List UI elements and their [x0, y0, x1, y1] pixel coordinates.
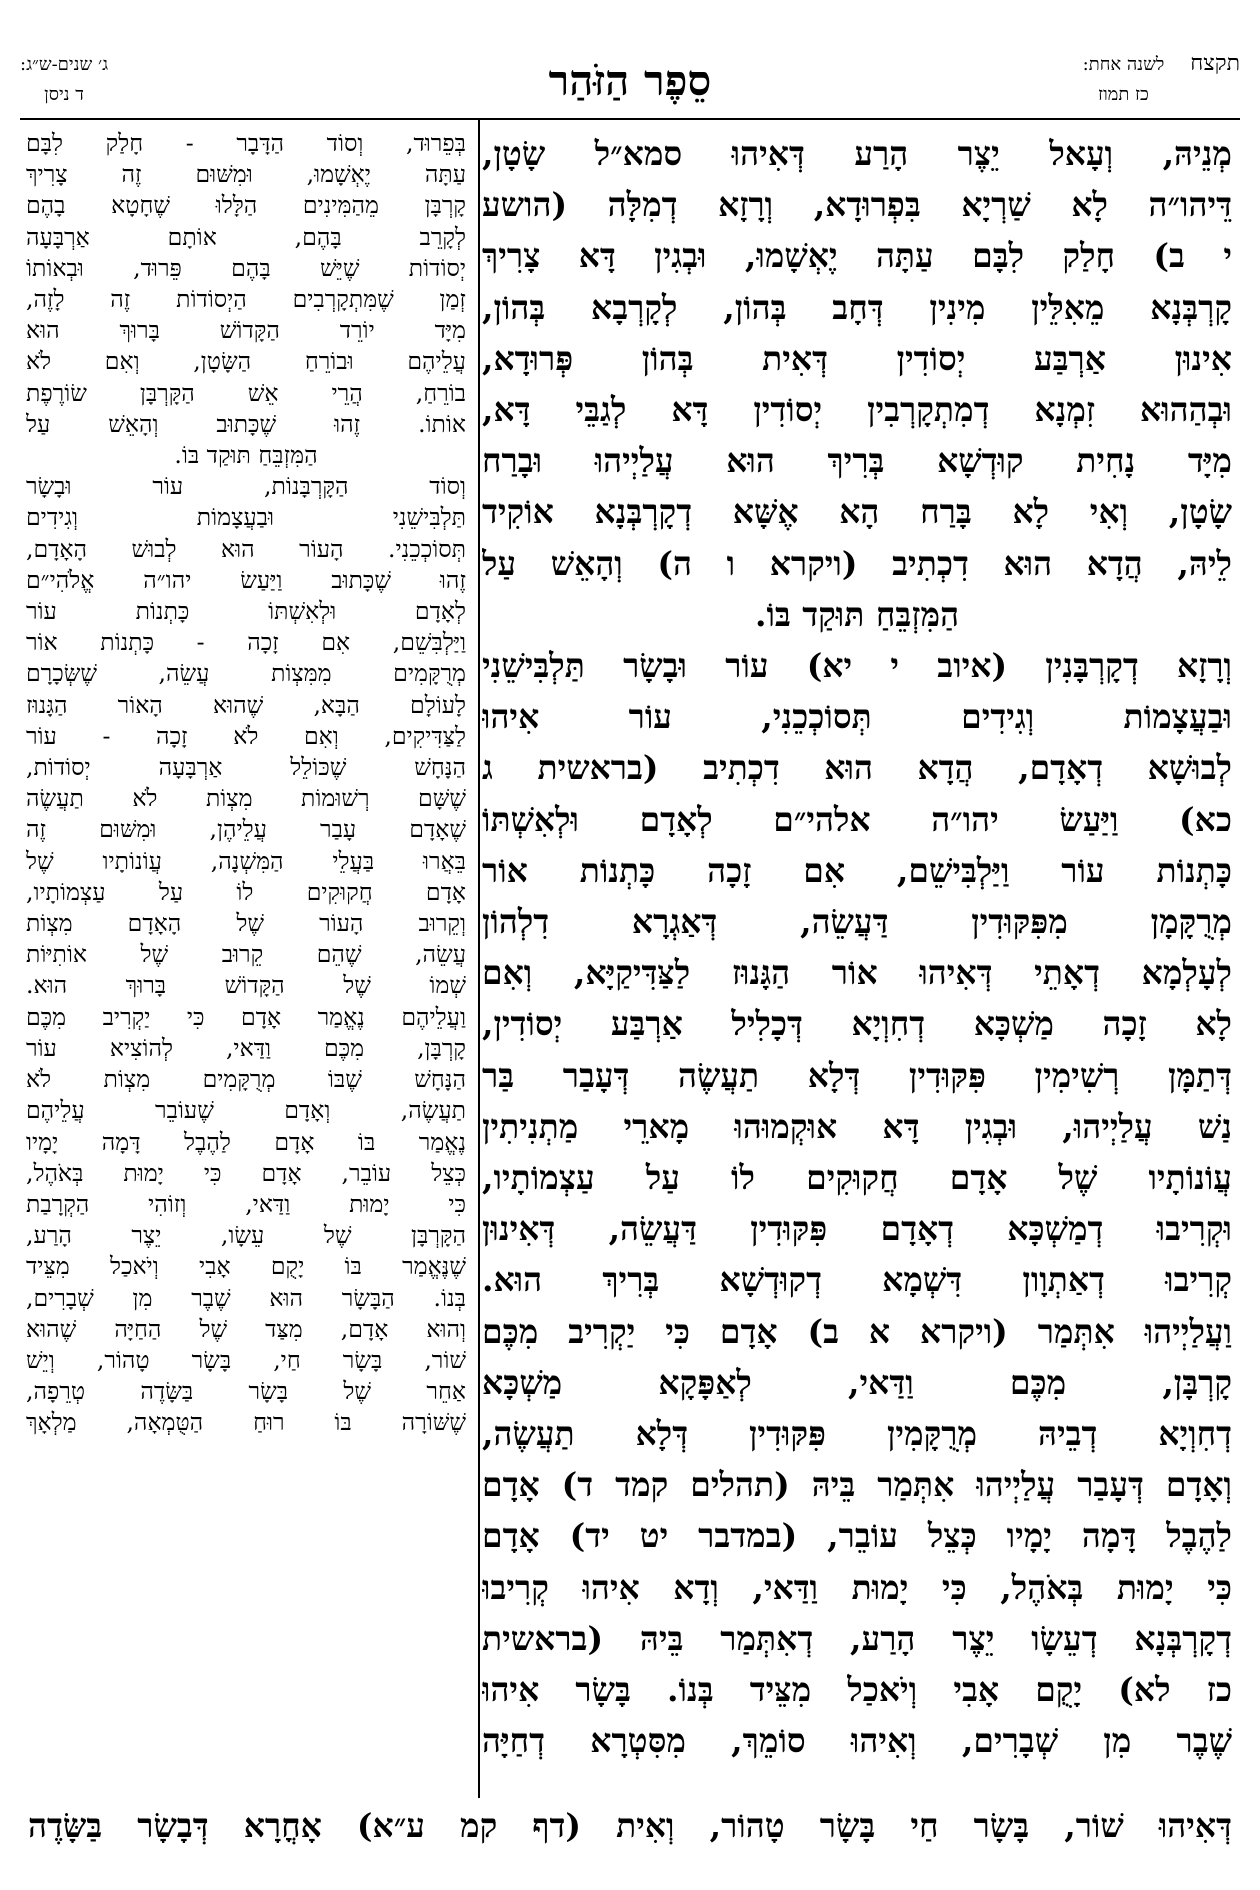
- main-text-line: לְעָלְמָא דְאָתֵי דְּאִיהוּ אוֹר הַגָּנוּז לַצַּדִּיקַיָּא, וְאִם: [482, 953, 1232, 993]
- main-text-line: כז לא) יָקֻם אָבִי וְיֹאכַל מִצֵּיד בְּנוֹ. בָּשָׂר אִיהוּ: [482, 1670, 1232, 1710]
- translation-line: לְאָדָם וּלְאִשְׁתּוֹ כָּתְנוֹת עוֹר: [26, 597, 466, 626]
- main-text-line: כִּי יָמוּת בְּאֹהֶל, כִּי יָמוּת וַדַּאי, וְדָא אִיהוּ קְרִיבוּ: [482, 1567, 1232, 1607]
- main-text-line: דֵּיהו״ה לָא שַׁרְיָא בִּפְרוּדָא, וְרָזָא דְמִלָּה (הושע: [482, 185, 1232, 225]
- translation-line: שֶׁאָדָם עָבַר עֲלֵיהֶן, וּמִשּׁוּם זֶה: [26, 815, 466, 844]
- one-year-date: כז תמוז: [1098, 84, 1149, 105]
- translation-line: הַקָּרְבָּן שֶׁל עֵשָׂו, יֵצֶר הָרַע,: [26, 1221, 466, 1250]
- main-text-line: וּקְרִיבוּ דְמַשְׁכָּא דְאָדָם פִּקּוּדִין דַּעֲשֵׂה, דְּאִינוּן: [482, 1209, 1232, 1249]
- main-text-line: מְרֻקָּמָן מִפִּקּוּדִין דַּעֲשֵׂה, דְּאַגְרָא דִלְהוֹן: [482, 902, 1232, 942]
- translation-line: כְּצֵל עוֹבֵר, אָדָם כִּי יָמוּת בְּאֹהֶל,: [26, 1158, 466, 1187]
- translation-line: שׁוֹר, בָּשָׂר חַי, בָּשָׂר טָהוֹר, וְיֵשׁ: [26, 1345, 466, 1374]
- translation-line: וְסוֹד הַקָּרְבָּנוֹת, עוֹר וּבָשָׂר: [26, 472, 466, 501]
- main-text-line: שֶׁבֶר מִן שְׁבָרִים, וְאִיהוּ סוֹמֵךְ, מִסִּטְרָא דְחַיָּה: [482, 1721, 1232, 1761]
- main-text-line: מִיָּד נָחִית קוּדְשָׁא בְּרִיךְ הוּא עֲלַיְיהוּ וּבָרַח: [482, 441, 1232, 481]
- three-year-date: ד ניסן: [44, 84, 84, 105]
- translation-line: בוֹרֵחַ, הֲרֵי אֵשׁ הַקָּרְבָּן שׂוֹרֶפֶת: [26, 378, 466, 407]
- translation-line: אָדָם חֲקוּקִים לוֹ עַל עַצְמוֹתָיו,: [26, 877, 466, 906]
- bottom-line: דְּאִיהוּ שׁוֹר, בָּשָׂר חַי בָּשָׂר טָהוֹר, וְאִית (דף קמ ע״א) אָחֳרָא דְּבָשָׂר בַּשָּׂדֶה: [28, 1806, 1232, 1845]
- translation-line: לָעוֹלָם הַבָּא, שֶׁהוּא הָאוֹר הַגָּנוּז: [26, 690, 466, 719]
- main-text-line: וַעֲלַיְיהוּ אִתְּמַר (ויקרא א ב) אָדָם כִּי יַקְרִיב מִכֶּם: [482, 1311, 1232, 1351]
- main-text-column: [482, 128, 1232, 1767]
- translation-line: וַעֲלֵיהֶם נֶאֱמַר אָדָם כִּי יַקְרִיב מִכֶּם: [26, 1002, 466, 1031]
- translation-line: עַתָּה יֶאְשָׁמוּ, וּמִשּׁוּם זֶה צָרִיךְ: [26, 160, 466, 189]
- translation-line: הַנָּחָשׁ שֶׁבּוֹ מְרֻקָּמִים מִצְוֹת לֹא: [26, 1065, 466, 1094]
- translation-line: לְקָרֵב בָּהֶם, אוֹתָם אַרְבָּעָה: [26, 222, 466, 251]
- translation-line: זְמַן שֶׁמִּתְקָרְבִים הַיְסוֹדוֹת זֶה לָזֶה,: [26, 285, 466, 314]
- page-number: תקצח: [1190, 51, 1240, 76]
- main-text-line: לַהֶבֶל דָּמָה יָמָיו כְּצֵל עוֹבֵר, (במדבר יט יד) אָדָם: [482, 1516, 1232, 1556]
- translation-line: תַעֲשֶׂה, וְאָדָם שֶׁעוֹבֵר עֲלֵיהֶם: [26, 1096, 466, 1125]
- translation-line: מְרֻקָּמִים מִמִּצְוֹת עֲשֵׂה, שֶׁשְּׂכָרָם: [26, 659, 466, 688]
- translation-line: בְּנוֹ. הַבָּשָׂר הוּא שֶׁבֶר מִן שְׁבָרִים,: [26, 1283, 466, 1312]
- main-text-line: קָרְבְּנָא מֵאִלֵּין מִינִין דְּחָב בְּהוֹן, לְקָרְבָא בְּהוֹן,: [482, 287, 1232, 327]
- three-year-schedule: [20, 50, 108, 110]
- main-text-line: וְרָזָא דְקָרְבָּנִין (איוב י יא) עוֹר וּבָשָׂר תַּלְבִּישֵׁנִי: [482, 646, 1232, 686]
- translation-line: הַנָּחָשׁ שֶׁכּוֹלֵל אַרְבָּעָה יְסוֹדוֹת,: [26, 753, 466, 782]
- main-text-line: שָׂטָן, וְאִי לָא בָּרַח הָא אֶשָּׁא דְקָרְבְּנָא אוֹקִיד: [482, 492, 1232, 532]
- main-text-line: וּבְהַהוּא זִמְנָא דְמִתְקָרְבִין יְסוֹדִין דָּא לְגַבֵּי דָּא,: [482, 390, 1232, 430]
- translation-line: בֵּאֲרוּ בַּעֲלֵי הַמִּשְׁנָה, עֲוֹנוֹתָיו שֶׁל: [26, 846, 466, 875]
- main-text-line: קָרְבָּן, מִכֶּם וַדַּאי, לְאַפָּקָא מַשְׁכָּא: [482, 1362, 1232, 1402]
- main-text-line: וְאָדָם דְּעָבַר עֲלַיְיהוּ אִתְּמַר בֵּיהּ (תהלים קמד ד) אָדָם: [482, 1465, 1232, 1505]
- main-text-line: נַשׁ עֲלַיְיהוּ, וּבְגִין דָּא אוּקְמוּהוּ מָארֵי מַתְנִיתִין: [482, 1106, 1232, 1146]
- main-text-line: הַמִּזְבֵּחַ תּוּקַד בּוֹ.: [754, 594, 960, 634]
- main-text-line: י ב) חָלַק לִבָּם עַתָּה יֶאְשָׁמוּ, וּבְגִין דָּא צָרִיךְ: [482, 236, 1232, 276]
- translation-line: הַמִּזְבֵּחַ תּוּקַד בּוֹ.: [174, 441, 318, 470]
- one-year-label: לשנה אחת:: [1082, 54, 1165, 75]
- translation-line: אוֹתוֹ. זֶהוּ שֶׁכָּתוּב וְהָאֵשׁ עַל: [26, 409, 466, 438]
- main-text-line: לְבוּשָׁא דְאָדָם, הֲדָא הוּא דִכְתִיב (בראשית ג: [482, 748, 1232, 788]
- translation-line: כִּי יָמוּת וַדַּאי, וְזוֹהִי הַקְרָבַת: [26, 1189, 466, 1218]
- translation-line: עֲלֵיהֶם וּבוֹרֵחַ הַשָּׂטָן, וְאִם לֹא: [26, 347, 466, 376]
- page-header: [20, 40, 1240, 120]
- translation-line: זֶהוּ שֶׁכָּתוּב וַיַּעַשׂ יהו״ה אֱלֹהִי״ם: [26, 565, 466, 594]
- main-text-line: אִינוּן אַרְבַּע יְסוֹדִין דְּאִית בְּהוֹן פְּרוּדָא,: [482, 338, 1232, 378]
- translation-line: שְׁמוֹ שֶׁל הַקָּדוֹשׁ בָּרוּךְ הוּא.: [26, 971, 466, 1000]
- main-text-line: כָּתְנוֹת עוֹר וַיַּלְבִּישֵׁם, אִם זָכָה כָּתְנוֹת אוֹר: [482, 850, 1232, 890]
- three-year-label: ג׳ שנים-ש״ג:: [20, 54, 109, 75]
- translation-line: קָרְבָּן מֵהַמִּינִים הַלָּלוּ שֶׁחָטָא בָהֶם: [26, 191, 466, 220]
- translation-line: וְקֵרוּב הָעוֹר שֶׁל הָאָדָם מִצְוֹת: [26, 909, 466, 938]
- translation-line: עֲשֵׂה, שֶׁהֵם קֵרוּב שֶׁל אוֹתִיּוֹת: [26, 940, 466, 969]
- translation-line: וַיַּלְבִּשֵׁם, אִם זָכָה - כָּתְנוֹת אוֹר: [26, 628, 466, 657]
- translation-line: מִיָּד יוֹרֵד הַקָּדוֹשׁ בָּרוּךְ הוּא: [26, 316, 466, 345]
- translation-line: וְהוּא אָדָם, מִצַּד שֶׁל הַחַיָּה שֶׁהוּא: [26, 1314, 466, 1343]
- translation-line: שֶׁשָּׁם רְשׁוּמוֹת מִצְוֹת לֹא תַעֲשֶׂה: [26, 784, 466, 813]
- translation-line: שֶׁנֶּאֱמַר בּוֹ יָקֻם אָבִי וְיֹאכַל מִצֵּיד: [26, 1252, 466, 1281]
- translation-line: יְסוֹדוֹת שֶׁיֵּשׁ בָּהֶם פֵּרוּד, וּבְאוֹתוֹ: [26, 253, 466, 282]
- translation-line: תְּסוֹכְכֵנִי. הָעוֹר הוּא לְבוּשׁ הָאָדָם,: [26, 534, 466, 563]
- main-text-line: מְנֵיהּ, וְעָאל יֵצֶר הָרַע דְּאִיהוּ סמא״ל שָׂטָן,: [482, 134, 1232, 173]
- translation-line: בְּפֵרוּד, וְסוֹד הַדָּבָר - חָלַק לִבָּם: [26, 129, 466, 157]
- main-text-line: דְחִוְיָא דְבֵיהּ מְרֻקָּמִין פִּקּוּדִין דְּלָא תַעֲשֶׂה,: [482, 1414, 1232, 1454]
- book-title: סֵפֶר הַזֹּהַר: [548, 56, 712, 105]
- translation-line: נֶאֱמַר בּוֹ אָדָם לַהֶבֶל דָּמָה יָמָיו: [26, 1127, 466, 1156]
- main-text-line: דְּתַמָּן רְשִׁימִין פִּקּוּדִין דְּלָא תַעֲשֶׂה דְּעָבַר בַּר: [482, 1055, 1232, 1095]
- translation-line: שֶׁשּׁוֹרָה בּוֹ רוּחַ הַטֻּמְאָה, מַלְאָךְ: [26, 1408, 466, 1437]
- translation-column: [26, 128, 466, 1439]
- header-divider: [20, 118, 1240, 120]
- translation-line: אַחֵר שֶׁל בָּשָׂר בַּשָּׂדֶה טְרֵפָה,: [26, 1377, 466, 1406]
- main-text-line: לֵיהּ, הֲדָא הוּא דִכְתִיב (ויקרא ו ה) וְהָאֵשׁ עַל: [482, 543, 1232, 583]
- main-text-line: דְקָרְבְּנָא דְעֵשָׂו יֵצֶר הָרַע, דְאִתְּמַר בֵּיהּ (בראשית: [482, 1618, 1232, 1658]
- column-divider: [478, 118, 480, 1798]
- main-text-line: עֲוֹנוֹתָיו שֶׁל אָדָם חֲקוּקִים לוֹ עַל עַצְמוֹתָיו,: [482, 1158, 1232, 1198]
- main-text-line: לָא זָכָה מַשְׁכָּא דְחִוְיָא דְּכָלִיל אַרְבַּע יְסוֹדִין,: [482, 1004, 1232, 1044]
- main-text-line: כא) וַיַּעַשׂ יהו״ה אלהי״ם לְאָדָם וּלְאִשְׁתּוֹ: [482, 799, 1232, 839]
- main-text-line: קְרִיבוּ דְאַתְוָון דִּשְׁמָא דְקוּדְשָׁא בְּרִיךְ הוּא.: [482, 1260, 1232, 1300]
- translation-line: קָרְבָּן, מִכֶּם וַדַּאי, לְהוֹצִיא עוֹר: [26, 1033, 466, 1062]
- translation-line: תַּלְבִּישֵׁנִי וּבַעֲצָמוֹת וְגִידִים: [26, 503, 466, 532]
- main-text-line: וּבַעֲצָמוֹת וְגִידִים תְּסוֹכְכֵנִי, עוֹר אִיהוּ: [482, 697, 1232, 737]
- translation-line: לַצַּדִּיקִים, וְאִם לֹא זָכָה - עוֹר: [26, 721, 466, 750]
